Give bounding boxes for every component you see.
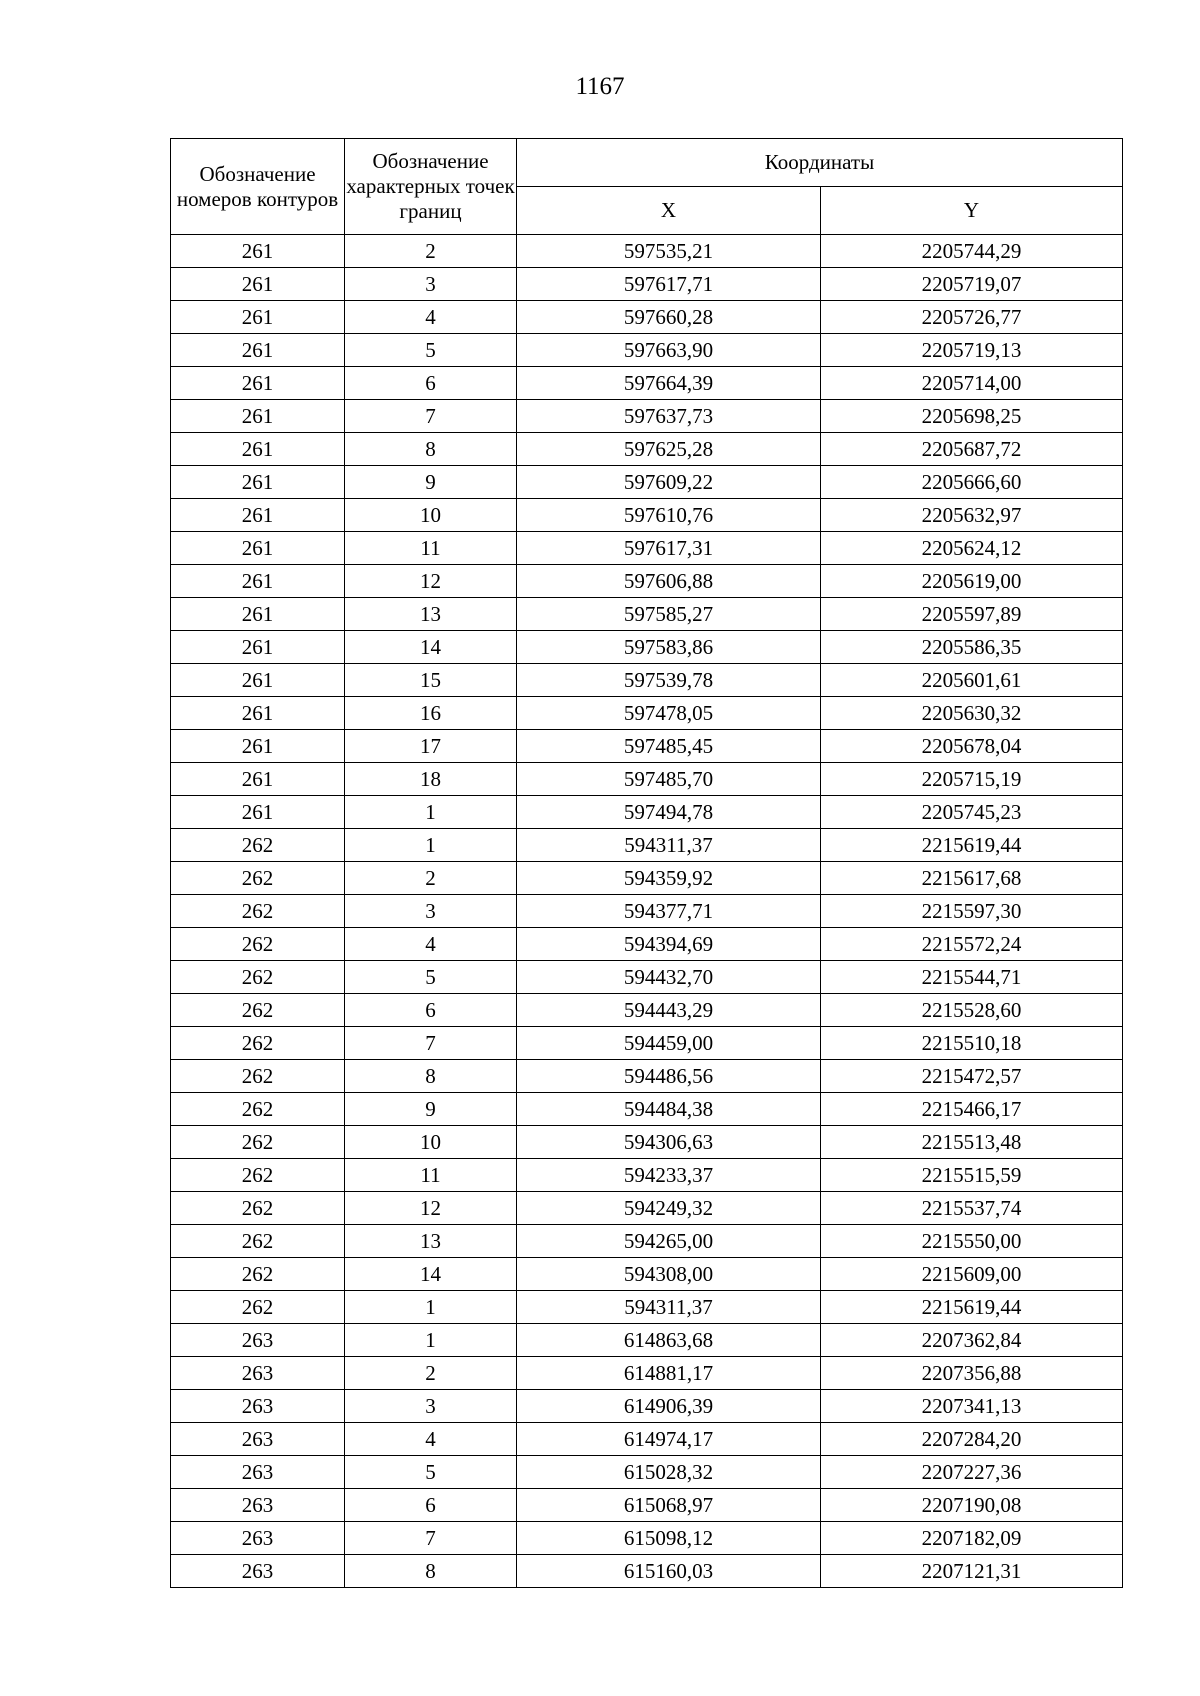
- x-coordinate-cell: 597637,73: [517, 400, 821, 433]
- y-coordinate-cell: 2215619,44: [821, 1291, 1123, 1324]
- contour-number-cell: 262: [171, 1159, 345, 1192]
- point-number-cell: 4: [345, 928, 517, 961]
- contour-number-cell: 262: [171, 1060, 345, 1093]
- point-number-cell: 4: [345, 301, 517, 334]
- table-row: [171, 334, 1123, 367]
- y-coordinate-cell: 2207362,84: [821, 1324, 1123, 1357]
- contour-number-cell: 262: [171, 895, 345, 928]
- table-row: [171, 1291, 1123, 1324]
- x-coordinate-cell: 615098,12: [517, 1522, 821, 1555]
- y-coordinate-cell: 2215528,60: [821, 994, 1123, 1027]
- x-coordinate-cell: 597610,76: [517, 499, 821, 532]
- x-coordinate-cell: 594484,38: [517, 1093, 821, 1126]
- y-coordinate-cell: 2215466,17: [821, 1093, 1123, 1126]
- table-row: [171, 400, 1123, 433]
- contour-number-cell: 261: [171, 367, 345, 400]
- contour-number-cell: 263: [171, 1357, 345, 1390]
- x-coordinate-cell: 614863,68: [517, 1324, 821, 1357]
- table-row: [171, 862, 1123, 895]
- x-coordinate-cell: 614881,17: [517, 1357, 821, 1390]
- y-coordinate-cell: 2207190,08: [821, 1489, 1123, 1522]
- point-number-cell: 1: [345, 829, 517, 862]
- x-coordinate-cell: 594311,37: [517, 829, 821, 862]
- table-row: [171, 1060, 1123, 1093]
- x-coordinate-cell: 594394,69: [517, 928, 821, 961]
- contour-number-cell: 263: [171, 1489, 345, 1522]
- contour-number-cell: 262: [171, 928, 345, 961]
- point-number-cell: 1: [345, 796, 517, 829]
- x-coordinate-cell: 594443,29: [517, 994, 821, 1027]
- y-coordinate-cell: 2205601,61: [821, 664, 1123, 697]
- contour-number-cell: 261: [171, 697, 345, 730]
- table-row: [171, 1423, 1123, 1456]
- contour-number-cell: 263: [171, 1423, 345, 1456]
- point-number-cell: 12: [345, 1192, 517, 1225]
- x-coordinate-cell: 594377,71: [517, 895, 821, 928]
- point-number-cell: 2: [345, 1357, 517, 1390]
- y-coordinate-cell: 2205666,60: [821, 466, 1123, 499]
- contour-number-cell: 261: [171, 730, 345, 763]
- point-number-cell: 2: [345, 235, 517, 268]
- point-number-cell: 7: [345, 1522, 517, 1555]
- y-coordinate-cell: 2215544,71: [821, 961, 1123, 994]
- y-coordinate-cell: 2215597,30: [821, 895, 1123, 928]
- x-coordinate-cell: 597606,88: [517, 565, 821, 598]
- table-body: [171, 235, 1123, 1588]
- x-coordinate-cell: 594233,37: [517, 1159, 821, 1192]
- contour-number-cell: 263: [171, 1390, 345, 1423]
- point-number-cell: 14: [345, 1258, 517, 1291]
- table-row: [171, 1192, 1123, 1225]
- x-coordinate-cell: 597660,28: [517, 301, 821, 334]
- x-coordinate-cell: 597609,22: [517, 466, 821, 499]
- point-number-cell: 11: [345, 532, 517, 565]
- y-coordinate-cell: 2215515,59: [821, 1159, 1123, 1192]
- y-coordinate-cell: 2205678,04: [821, 730, 1123, 763]
- point-number-cell: 7: [345, 1027, 517, 1060]
- contour-number-cell: 262: [171, 961, 345, 994]
- y-coordinate-cell: 2205745,23: [821, 796, 1123, 829]
- contour-number-cell: 261: [171, 598, 345, 631]
- table-row: [171, 1390, 1123, 1423]
- y-coordinate-cell: 2215472,57: [821, 1060, 1123, 1093]
- y-coordinate-cell: 2207121,31: [821, 1555, 1123, 1588]
- point-number-cell: 7: [345, 400, 517, 433]
- header-contour-numbers: Обозначение номеров контуров: [171, 139, 345, 235]
- point-number-cell: 8: [345, 1555, 517, 1588]
- point-number-cell: 3: [345, 895, 517, 928]
- x-coordinate-cell: 594249,32: [517, 1192, 821, 1225]
- x-coordinate-cell: 597583,86: [517, 631, 821, 664]
- y-coordinate-cell: 2215609,00: [821, 1258, 1123, 1291]
- x-coordinate-cell: 597617,71: [517, 268, 821, 301]
- x-coordinate-cell: 597539,78: [517, 664, 821, 697]
- table-row: [171, 1522, 1123, 1555]
- table-row: [171, 664, 1123, 697]
- x-coordinate-cell: 597535,21: [517, 235, 821, 268]
- contour-number-cell: 261: [171, 301, 345, 334]
- x-coordinate-cell: 615160,03: [517, 1555, 821, 1588]
- table-row: [171, 1225, 1123, 1258]
- table-row: [171, 1159, 1123, 1192]
- table-row: [171, 1093, 1123, 1126]
- contour-number-cell: 261: [171, 235, 345, 268]
- point-number-cell: 17: [345, 730, 517, 763]
- x-coordinate-cell: 594459,00: [517, 1027, 821, 1060]
- point-number-cell: 1: [345, 1324, 517, 1357]
- contour-number-cell: 263: [171, 1456, 345, 1489]
- x-coordinate-cell: 594265,00: [517, 1225, 821, 1258]
- contour-number-cell: 261: [171, 664, 345, 697]
- x-coordinate-cell: 615028,32: [517, 1456, 821, 1489]
- point-number-cell: 9: [345, 466, 517, 499]
- y-coordinate-cell: 2205719,07: [821, 268, 1123, 301]
- contour-number-cell: 263: [171, 1555, 345, 1588]
- y-coordinate-cell: 2207356,88: [821, 1357, 1123, 1390]
- y-coordinate-cell: 2207284,20: [821, 1423, 1123, 1456]
- y-coordinate-cell: 2205726,77: [821, 301, 1123, 334]
- point-number-cell: 10: [345, 499, 517, 532]
- table-row: [171, 1324, 1123, 1357]
- table-row: [171, 1126, 1123, 1159]
- table-row: [171, 631, 1123, 664]
- table-row: [171, 697, 1123, 730]
- y-coordinate-cell: 2205715,19: [821, 763, 1123, 796]
- contour-number-cell: 262: [171, 1192, 345, 1225]
- y-coordinate-cell: 2205744,29: [821, 235, 1123, 268]
- table-row: [171, 268, 1123, 301]
- contour-number-cell: 261: [171, 466, 345, 499]
- y-coordinate-cell: 2205698,25: [821, 400, 1123, 433]
- contour-number-cell: 262: [171, 862, 345, 895]
- x-coordinate-cell: 594432,70: [517, 961, 821, 994]
- point-number-cell: 3: [345, 1390, 517, 1423]
- contour-number-cell: 262: [171, 829, 345, 862]
- point-number-cell: 15: [345, 664, 517, 697]
- point-number-cell: 1: [345, 1291, 517, 1324]
- y-coordinate-cell: 2205597,89: [821, 598, 1123, 631]
- point-number-cell: 5: [345, 1456, 517, 1489]
- contour-number-cell: 261: [171, 532, 345, 565]
- x-coordinate-cell: 597663,90: [517, 334, 821, 367]
- contour-number-cell: 262: [171, 1291, 345, 1324]
- coordinates-table: [170, 138, 1123, 1588]
- point-number-cell: 14: [345, 631, 517, 664]
- point-number-cell: 6: [345, 994, 517, 1027]
- y-coordinate-cell: 2215510,18: [821, 1027, 1123, 1060]
- y-coordinate-cell: 2205586,35: [821, 631, 1123, 664]
- contour-number-cell: 262: [171, 1258, 345, 1291]
- table-row: [171, 235, 1123, 268]
- x-coordinate-cell: 594306,63: [517, 1126, 821, 1159]
- table-row: [171, 466, 1123, 499]
- point-number-cell: 10: [345, 1126, 517, 1159]
- point-number-cell: 11: [345, 1159, 517, 1192]
- y-coordinate-cell: 2205630,32: [821, 697, 1123, 730]
- point-number-cell: 6: [345, 367, 517, 400]
- table-row: [171, 433, 1123, 466]
- point-number-cell: 18: [345, 763, 517, 796]
- x-coordinate-cell: 597485,45: [517, 730, 821, 763]
- table-row: [171, 1258, 1123, 1291]
- x-coordinate-cell: 597478,05: [517, 697, 821, 730]
- y-coordinate-cell: 2207341,13: [821, 1390, 1123, 1423]
- point-number-cell: 9: [345, 1093, 517, 1126]
- table-row: [171, 301, 1123, 334]
- table-row: [171, 829, 1123, 862]
- table-row: [171, 994, 1123, 1027]
- y-coordinate-cell: 2215537,74: [821, 1192, 1123, 1225]
- table-row: [171, 961, 1123, 994]
- y-coordinate-cell: 2205719,13: [821, 334, 1123, 367]
- y-coordinate-cell: 2205632,97: [821, 499, 1123, 532]
- x-coordinate-cell: 597485,70: [517, 763, 821, 796]
- y-coordinate-cell: 2205714,00: [821, 367, 1123, 400]
- contour-number-cell: 263: [171, 1324, 345, 1357]
- point-number-cell: 3: [345, 268, 517, 301]
- x-coordinate-cell: 597494,78: [517, 796, 821, 829]
- point-number-cell: 5: [345, 961, 517, 994]
- table-row: [171, 796, 1123, 829]
- table-row: [171, 367, 1123, 400]
- x-coordinate-cell: 594359,92: [517, 862, 821, 895]
- header-y: Y: [821, 187, 1123, 235]
- y-coordinate-cell: 2215617,68: [821, 862, 1123, 895]
- point-number-cell: 12: [345, 565, 517, 598]
- y-coordinate-cell: 2207182,09: [821, 1522, 1123, 1555]
- point-number-cell: 2: [345, 862, 517, 895]
- y-coordinate-cell: 2205687,72: [821, 433, 1123, 466]
- x-coordinate-cell: 597625,28: [517, 433, 821, 466]
- table-row: [171, 1489, 1123, 1522]
- x-coordinate-cell: 597585,27: [517, 598, 821, 631]
- table-row: [171, 565, 1123, 598]
- point-number-cell: 4: [345, 1423, 517, 1456]
- point-number-cell: 8: [345, 433, 517, 466]
- table-row: [171, 928, 1123, 961]
- table-row: [171, 1456, 1123, 1489]
- point-number-cell: 8: [345, 1060, 517, 1093]
- page-number: 1167: [575, 73, 625, 100]
- contour-number-cell: 262: [171, 1027, 345, 1060]
- y-coordinate-cell: 2207227,36: [821, 1456, 1123, 1489]
- x-coordinate-cell: 615068,97: [517, 1489, 821, 1522]
- contour-number-cell: 262: [171, 1093, 345, 1126]
- contour-number-cell: 261: [171, 499, 345, 532]
- y-coordinate-cell: 2215619,44: [821, 829, 1123, 862]
- contour-number-cell: 261: [171, 631, 345, 664]
- y-coordinate-cell: 2205624,12: [821, 532, 1123, 565]
- y-coordinate-cell: 2205619,00: [821, 565, 1123, 598]
- table-row: [171, 598, 1123, 631]
- contour-number-cell: 262: [171, 994, 345, 1027]
- y-coordinate-cell: 2215513,48: [821, 1126, 1123, 1159]
- x-coordinate-cell: 594311,37: [517, 1291, 821, 1324]
- contour-number-cell: 261: [171, 796, 345, 829]
- x-coordinate-cell: 614906,39: [517, 1390, 821, 1423]
- contour-number-cell: 261: [171, 268, 345, 301]
- contour-number-cell: 261: [171, 433, 345, 466]
- contour-number-cell: 261: [171, 334, 345, 367]
- contour-number-cell: 262: [171, 1126, 345, 1159]
- table-row: [171, 763, 1123, 796]
- table-row: [171, 895, 1123, 928]
- point-number-cell: 5: [345, 334, 517, 367]
- contour-number-cell: 261: [171, 763, 345, 796]
- contour-number-cell: 261: [171, 400, 345, 433]
- x-coordinate-cell: 594308,00: [517, 1258, 821, 1291]
- x-coordinate-cell: 614974,17: [517, 1423, 821, 1456]
- table-row: [171, 1555, 1123, 1588]
- table-row: [171, 730, 1123, 763]
- contour-number-cell: 262: [171, 1225, 345, 1258]
- contour-number-cell: 261: [171, 565, 345, 598]
- y-coordinate-cell: 2215550,00: [821, 1225, 1123, 1258]
- point-number-cell: 16: [345, 697, 517, 730]
- point-number-cell: 13: [345, 598, 517, 631]
- contour-number-cell: 263: [171, 1522, 345, 1555]
- table-row: [171, 499, 1123, 532]
- header-boundary-points: Обозначение характерных точек границ: [345, 139, 517, 235]
- x-coordinate-cell: 597617,31: [517, 532, 821, 565]
- table-row: [171, 1357, 1123, 1390]
- table-row: [171, 532, 1123, 565]
- y-coordinate-cell: 2215572,24: [821, 928, 1123, 961]
- table-row: [171, 1027, 1123, 1060]
- x-coordinate-cell: 597664,39: [517, 367, 821, 400]
- x-coordinate-cell: 594486,56: [517, 1060, 821, 1093]
- header-coordinates: Координаты: [517, 139, 1123, 187]
- point-number-cell: 6: [345, 1489, 517, 1522]
- point-number-cell: 13: [345, 1225, 517, 1258]
- header-x: X: [517, 187, 821, 235]
